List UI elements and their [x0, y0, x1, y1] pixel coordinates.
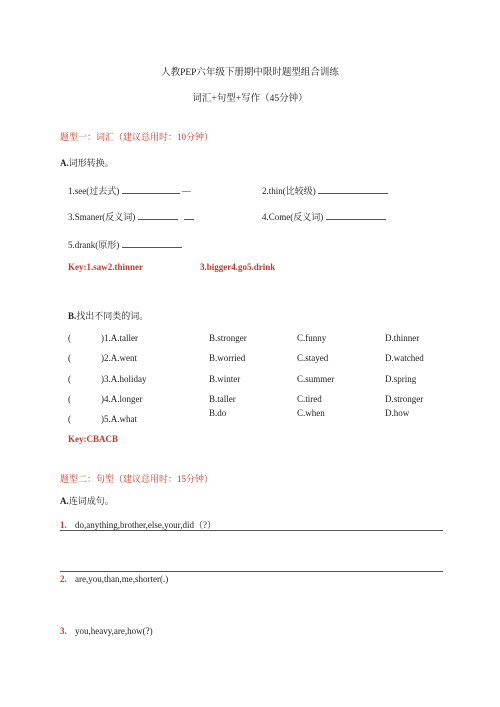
choice-row-1-d: D.thinner: [385, 333, 420, 343]
choice-row-1-b: B.stronger: [209, 333, 247, 343]
sentence-item-2: [60, 574, 168, 584]
answer-blank[interactable]: [318, 193, 388, 194]
page-subtitle: 词汇+句型+写作（45分钟）: [192, 94, 308, 104]
partA-key-1: Key:1.saw2.thinner: [68, 262, 143, 272]
answer-line[interactable]: [60, 530, 443, 531]
page-title: 人教PEP六年级下册期中限时题型组合训练: [161, 68, 339, 78]
choice-row-4-b: B.taller: [209, 394, 236, 404]
partA-key-2: 3.bigger4.go5.drink: [200, 262, 276, 272]
choice-row-4-paren[interactable]: (: [68, 394, 71, 404]
choice-row-3-a: )3.A.holiday: [101, 374, 147, 384]
vocab-item-3: [68, 210, 194, 223]
choice-row-2-a: )2.A.went: [101, 353, 137, 363]
sentence-item-3-num: 3.: [60, 626, 67, 636]
partB-instruction: 找出不同类的词。: [76, 311, 149, 321]
partB-key: Key:CBACB: [68, 434, 118, 444]
choice-row-5-d: D.how: [385, 408, 410, 418]
choice-row-2-b: B.worried: [209, 353, 246, 363]
choice-row-1-paren[interactable]: (: [68, 333, 71, 343]
partB-title: [68, 309, 148, 322]
answer-line[interactable]: [60, 571, 443, 572]
sentence-item-1-num: 1.: [60, 520, 67, 530]
answer-blank[interactable]: [138, 219, 178, 220]
choice-row-3-c: C.summer: [297, 374, 335, 384]
vocab-item-4-text: 4.Come(反义词): [262, 212, 324, 222]
partA-title: [60, 156, 114, 169]
sentence-item-2-num: 2.: [60, 574, 67, 584]
choice-row-3-paren[interactable]: (: [68, 374, 71, 384]
answer-blank[interactable]: [184, 219, 194, 220]
choice-row-5-b: B.do: [209, 408, 227, 418]
sentence-item-1-text: do,anything,brother,else,your,did（?）: [75, 520, 216, 530]
section1-heading: 题型一：词汇（建议总用时：10分钟）: [60, 132, 214, 142]
section2-heading: 题型二：句型（建议总用时：15分钟）: [60, 474, 214, 484]
vocab-item-1: 1.see(过去式) —: [68, 186, 191, 196]
choice-row-5-c: C.when: [297, 408, 325, 418]
vocab-item-5-text: 5.drank(原形): [68, 240, 120, 250]
vocab-item-3-text: 3.Smaner(反义词): [68, 212, 136, 222]
vocab-item-1-text: 1.see(过去式): [68, 186, 120, 196]
choice-row-1-c: C.funny: [297, 333, 327, 343]
section2-partA-label: A.: [60, 496, 69, 506]
choice-row-3-b: B.winter: [209, 374, 241, 384]
choice-row-5-a: )5.A.what: [101, 414, 137, 424]
choice-row-3-d: D.spring: [385, 374, 417, 384]
choice-row-2-d: D.watched: [385, 353, 424, 363]
vocab-item-4: [262, 210, 386, 223]
partA-label: A.: [60, 158, 69, 168]
choice-row-4-c: C.tired: [297, 394, 322, 404]
sentence-item-3-text: you,heavy,are,how(?): [75, 626, 153, 636]
answer-blank[interactable]: [122, 193, 180, 194]
choice-row-2-c: C.stayed: [297, 353, 329, 363]
answer-blank[interactable]: [122, 247, 182, 248]
sentence-item-2-text: are,you,than,me,shorter(.): [75, 574, 169, 584]
sentence-item-3: [60, 626, 153, 636]
choice-row-4-a: )4.A.longer: [101, 394, 143, 404]
choice-row-1-a: )1.A.taller: [101, 333, 138, 343]
vocab-item-2: [262, 184, 388, 197]
vocab-item-5: [68, 238, 182, 251]
section2-partA-title: [60, 494, 114, 507]
partB-label: B.: [68, 311, 77, 321]
choice-row-5-paren[interactable]: (: [68, 414, 71, 424]
partA-instruction: 词形转换。: [68, 158, 114, 168]
answer-blank[interactable]: [326, 219, 386, 220]
choice-row-2-paren[interactable]: (: [68, 353, 71, 363]
vocab-item-2-text: 2.thin(比较级): [262, 186, 316, 196]
section2-partA-instruction: 连词成句。: [68, 496, 114, 506]
choice-row-4-d: D.stronger: [385, 394, 424, 404]
